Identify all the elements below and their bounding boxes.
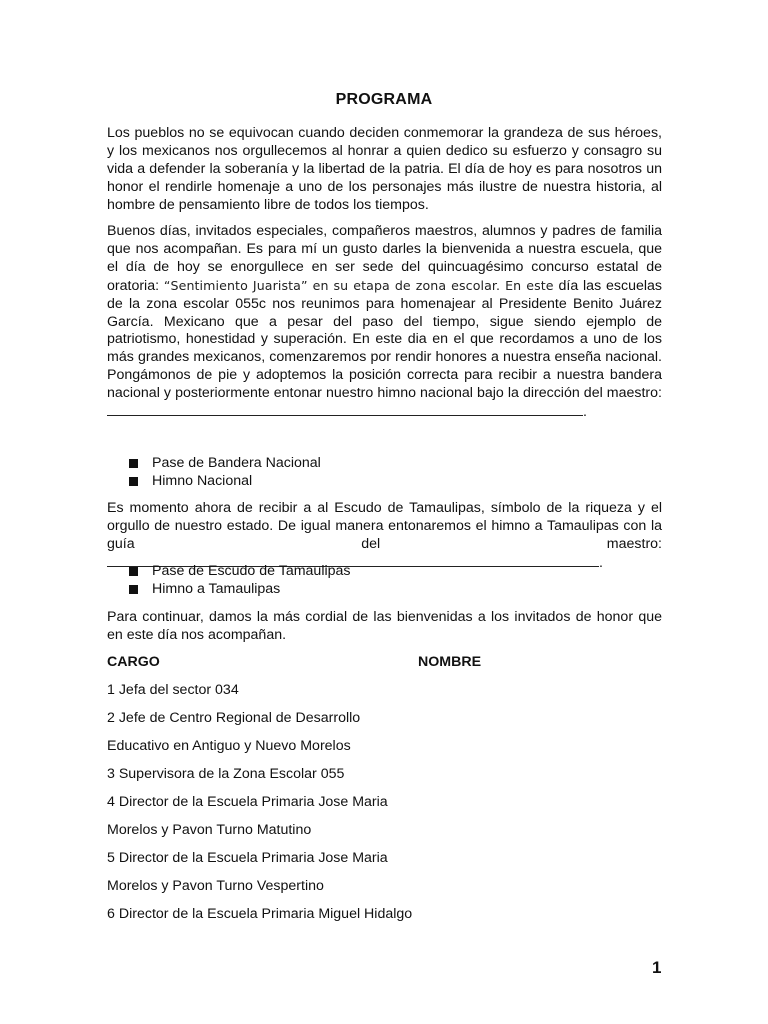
column-header-cargo: CARGO xyxy=(107,654,160,670)
table-row: Morelos y Pavon Turno Vespertino xyxy=(107,878,324,894)
guests-table-header xyxy=(107,654,662,670)
page-number: 1 xyxy=(652,958,662,977)
teacher-name-blank-1 xyxy=(107,403,583,416)
bullet-square-icon xyxy=(129,567,138,576)
list-item: Himno a Tamaulipas xyxy=(107,581,351,599)
table-row: Educativo en Antiguo y Nuevo Morelos xyxy=(107,738,351,754)
tamaulipas-text: Es momento ahora de recibir a al Escudo de Tamaulipas, símbolo de la riqueza y el orgullo de nuestro estado. De igual manera entonaremos el himno a Tamaulipas con la guía del maestro: xyxy=(107,500,662,552)
table-row: Morelos y Pavon Turno Matutino xyxy=(107,822,312,838)
end-dot-2: . xyxy=(599,554,603,571)
table-row: 6 Director de la Escuela Primaria Miguel Hidalgo xyxy=(107,906,413,922)
welcome-text-c: día las escuelas de la zona escolar 055c nos reunimos para homenajear al Presidente Benito Juárez García. Mexicano que a pesar del paso del tiempo, sigue siendo ejemplo de patriotismo, honestidad y superación. En este dia en el que recordamos a uno de los más grandes mexicanos, comenzaremos por rendir honores a nuestra enseña nacional. Pongámonos de pie y adoptemos la posición correcta para recibir a nuestra bandera nacional y posteriormente entonar nuestro himno nacional bajo la dirección del maestro: xyxy=(107,277,662,402)
shield-bullet-list xyxy=(107,563,351,598)
page-title: PROGRAMA xyxy=(335,91,433,108)
table-row: 4 Director de la Escuela Primaria Jose Maria xyxy=(107,794,388,810)
tamaulipas-paragraph xyxy=(107,500,662,573)
guests-paragraph: Para continuar, damos la más cordial de las bienvenidas a los invitados de honor que en este día nos acompañan. xyxy=(107,609,662,643)
table-row: 1 Jefa del sector 034 xyxy=(107,682,239,698)
list-item: Himno Nacional xyxy=(107,473,321,491)
bullet-square-icon xyxy=(129,585,138,594)
welcome-text-quote: “Sentimiento Juarista” en su etapa de zona escolar. En este xyxy=(163,277,554,293)
list-item: Pase de Bandera Nacional xyxy=(107,455,321,473)
table-row: 2 Jefe de Centro Regional de Desarrollo xyxy=(107,710,361,726)
table-row: 5 Director de la Escuela Primaria Jose Maria xyxy=(107,850,388,866)
list-item: Pase de Escudo de Tamaulipas xyxy=(107,563,351,581)
intro-paragraph: Los pueblos no se equivocan cuando deciden conmemorar la grandeza de sus héroes, y los mexicanos nos orgullecemos al honrar a quien dedico su esfuerzo y consagro su vida a defender la soberanía y la libertad de la patria. El día de hoy es para nosotros un honor el rendirle homenaje a uno de los personajes más ilustre de nuestra historia, al hombre de pensamiento libre de todos los tiempos. xyxy=(107,125,662,213)
end-dot-1: . xyxy=(583,404,587,421)
welcome-paragraph xyxy=(107,223,662,422)
column-header-nombre: NOMBRE xyxy=(418,654,482,670)
flag-bullet-list xyxy=(107,455,321,490)
welcome-text-a: Buenos días, invitados especiales, compañeros maestros, alumnos y padres de familia que nos acompañan. Es para mí un gusto darles la bienvenida a nuestra escuela, que el día de hoy se enorgullece en ser sede del quincuagésimo concurso estatal de oratoria: xyxy=(107,223,662,294)
table-row: 3 Supervisora de la Zona Escolar 055 xyxy=(107,766,345,782)
bullet-square-icon xyxy=(129,459,138,468)
bullet-square-icon xyxy=(129,477,138,486)
